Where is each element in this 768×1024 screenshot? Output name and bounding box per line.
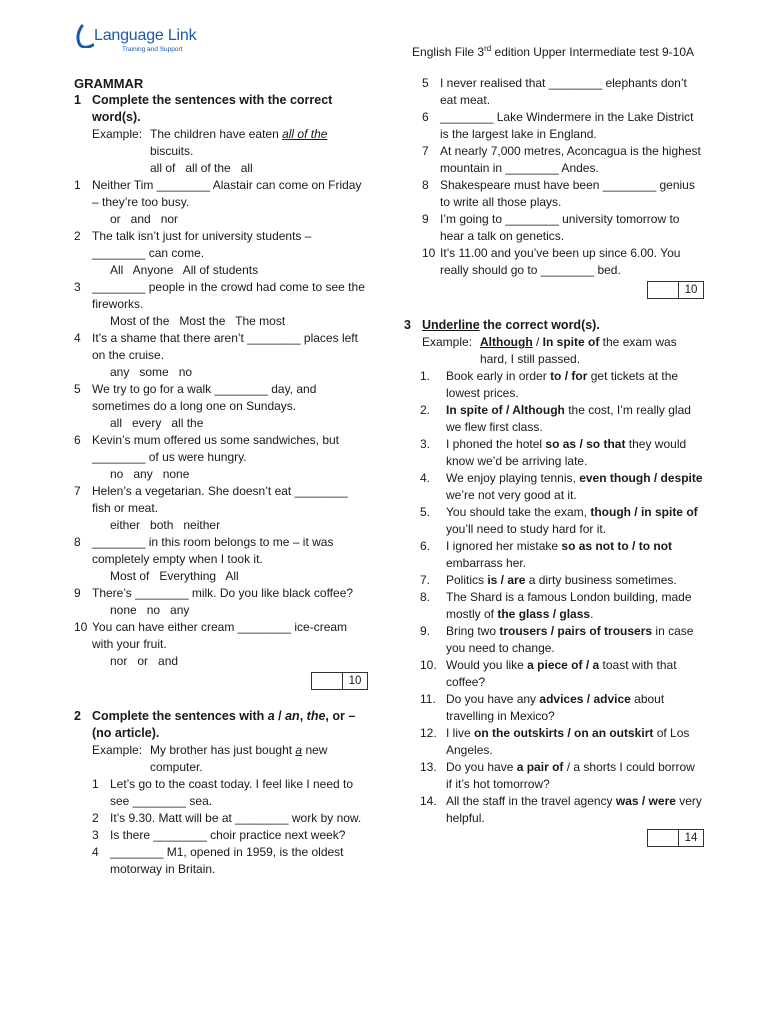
right-column <box>404 75 704 847</box>
question-text: Is there ________ choir practice next week? <box>110 828 346 842</box>
choice-options[interactable]: is / are <box>487 573 526 587</box>
test-title: English File 3rd edition Upper Intermediate test 9-10A <box>412 44 694 59</box>
question-number: 3 <box>74 280 81 294</box>
question-item <box>420 793 704 827</box>
section-1-score-box: 10 <box>74 672 368 690</box>
question-number: 4 <box>74 331 81 345</box>
question-text: I never realised that ________ elephants don’t eat meat. <box>440 76 687 107</box>
question-number: 6. <box>420 539 431 553</box>
question-number: 3. <box>420 437 431 451</box>
answer-options: or and nor <box>110 212 179 226</box>
answer-options: Most of the Most the The most <box>110 314 286 328</box>
left-column <box>74 75 368 878</box>
logo-tagline: Training and Support <box>122 46 183 53</box>
question-item <box>420 436 704 470</box>
question-number: 8. <box>420 590 431 604</box>
question-text: Do you have a pair of / a shorts I could borrow if it’s hot tomorrow? <box>446 760 695 791</box>
answer-options: none no any <box>110 603 190 617</box>
score-input[interactable] <box>648 282 679 298</box>
answer-options: no any none <box>110 467 190 481</box>
question-text: I phoned the hotel so as / so that they would know we’d be arriving late. <box>446 437 687 468</box>
choice-options[interactable]: the glass / glass <box>497 607 591 621</box>
question-text: I’m going to ________ university tomorrow to hear a talk on genetics. <box>440 212 680 243</box>
question-text: Neither Tim ________ Alastair can come on Friday – they’re too busy. <box>92 178 362 209</box>
question-text: We try to go for a walk ________ day, and sometimes do a long one on Sundays. <box>92 382 317 413</box>
question-item <box>74 279 368 313</box>
question-item <box>74 228 368 262</box>
answer-options: Most of Everything All <box>110 569 239 583</box>
answer-options: all every all the <box>110 416 204 430</box>
question-item <box>74 534 368 568</box>
question-number: 5 <box>74 382 81 396</box>
question-number: 4 <box>92 845 99 859</box>
question-item <box>420 657 704 691</box>
question-number: 8 <box>74 535 81 549</box>
question-text: You can have either cream ________ ice-cream with your fruit. <box>92 620 348 651</box>
question-text: Book early in order to / for get tickets at the lowest prices. <box>446 369 679 400</box>
question-text: It’s 9.30. Matt will be at ________ work by now. <box>110 811 362 825</box>
section-2-questions-part-2 <box>404 75 704 279</box>
question-text: At nearly 7,000 metres, Aconcagua is the highest mountain in ________ Andes. <box>440 144 701 175</box>
question-text: Do you have any advices / advice about travelling in Mexico? <box>446 692 665 723</box>
question-text: I ignored her mistake so as not to / to not embarrass her. <box>446 539 673 570</box>
question-item <box>74 619 368 653</box>
question-text: Would you like a piece of / a toast with that coffee? <box>446 658 677 689</box>
question-item <box>420 572 704 589</box>
section-3-score-box: 14 <box>404 829 704 847</box>
choice-options[interactable]: advices / advice <box>539 692 631 706</box>
logo-name: Language Link <box>94 27 197 44</box>
question-text: Shakespeare must have been ________ genius to write all those plays. <box>440 178 695 209</box>
question-number: 4. <box>420 471 431 485</box>
section-1-questions <box>74 177 368 670</box>
choice-options[interactable]: on the outskirts / on an outskirt <box>474 726 654 740</box>
question-item <box>92 827 368 844</box>
choice-options[interactable]: so as not to / to not <box>561 539 673 553</box>
choice-options[interactable]: a piece of / a <box>527 658 600 672</box>
choice-options[interactable]: even though / despite <box>579 471 703 485</box>
section-2-title: 2 Complete the sentences with a / an, the, or – (no article). <box>74 709 356 740</box>
question-item <box>420 725 704 759</box>
question-number: 12. <box>420 726 437 740</box>
question-number: 1 <box>74 178 81 192</box>
question-text: In spite of / Although the cost, I’m really glad we flew first class. <box>446 403 691 434</box>
question-number: 7 <box>74 484 81 498</box>
question-number: 14. <box>420 794 437 808</box>
question-item <box>74 177 368 211</box>
question-number: 9 <box>74 586 81 600</box>
question-number: 1 <box>92 777 99 791</box>
answer-options: any some no <box>110 365 193 379</box>
section-3-example: Example: Although / In spite of the exam was hard, I still passed. <box>422 335 677 366</box>
question-number: 2 <box>92 811 99 825</box>
score-input[interactable] <box>648 830 679 846</box>
question-item <box>422 211 704 245</box>
question-text: Politics is / are a dirty business sometimes. <box>446 573 677 587</box>
question-item <box>74 585 368 602</box>
question-text: The Shard is a famous London building, made mostly of the glass / glass. <box>446 590 692 621</box>
question-number: 6 <box>422 110 429 124</box>
question-item <box>420 623 704 657</box>
choice-options[interactable]: was / were <box>615 794 676 808</box>
section-1-title: 1 Complete the sentences with the correct word(s). <box>74 93 333 124</box>
question-text: I live on the outskirts / on an outskirt of Los Angeles. <box>446 726 690 757</box>
question-number: 2 <box>74 229 81 243</box>
question-item <box>74 381 368 415</box>
question-text: The talk isn’t just for university students – ________ can come. <box>92 229 312 260</box>
answer-options: All Anyone All of students <box>110 263 259 277</box>
answer-options: either both neither <box>110 518 221 532</box>
question-number: 10 <box>422 246 436 260</box>
question-text: Kevin’s mum offered us some sandwiches, but ________ of us were hungry. <box>92 433 340 464</box>
section-2-questions-part-1 <box>74 776 368 878</box>
section-1-example-options: all of all of the all <box>150 161 253 175</box>
section-1-example: Example: The children have eaten all of the biscuits. <box>92 127 328 158</box>
question-item <box>420 470 704 504</box>
section-2-score-box: 10 <box>404 281 704 299</box>
question-item <box>420 368 704 402</box>
question-item <box>74 483 368 517</box>
question-number: 11. <box>420 692 436 706</box>
question-item <box>420 504 704 538</box>
question-item <box>420 402 704 436</box>
question-text: Bring two trousers / pairs of trousers in case you need to change. <box>446 624 694 655</box>
question-text: Let’s go to the coast today. I feel like I need to see ________ sea. <box>110 777 354 808</box>
question-item <box>422 245 704 279</box>
choice-options[interactable]: trousers / pairs of trousers <box>499 624 653 638</box>
choice-options[interactable]: so as / so that <box>545 437 626 451</box>
question-number: 5. <box>420 505 431 519</box>
question-item <box>74 330 368 364</box>
question-item <box>420 691 704 725</box>
question-number: 9 <box>422 212 429 226</box>
question-item <box>92 844 368 878</box>
question-text: We enjoy playing tennis, even though / despite we’re not very good at it. <box>446 471 703 502</box>
question-text: ________ Lake Windermere in the Lake District is the largest lake in England. <box>440 110 694 141</box>
question-item <box>422 177 704 211</box>
question-number: 9. <box>420 624 431 638</box>
question-number: 10. <box>420 658 437 672</box>
question-item <box>92 776 368 810</box>
question-number: 6 <box>74 433 81 447</box>
question-number: 5 <box>422 76 429 90</box>
question-text: It’s a shame that there aren’t ________ places left on the cruise. <box>92 331 358 362</box>
score-input[interactable] <box>312 673 343 689</box>
question-item <box>422 109 704 143</box>
grammar-heading: GRAMMAR <box>74 76 144 91</box>
section-3-questions <box>404 368 704 827</box>
question-text: ________ people in the crowd had come to see the fireworks. <box>92 280 365 311</box>
choice-options[interactable]: though / in spite of <box>590 505 698 519</box>
question-item <box>420 589 704 623</box>
question-text: You should take the exam, though / in spite of you’ll need to study hard for it. <box>446 505 698 536</box>
section-2-example: Example: My brother has just bought a new computer. <box>92 743 328 774</box>
choice-options[interactable]: a pair of <box>516 760 564 774</box>
choice-options[interactable]: to / for <box>550 369 588 383</box>
answer-options: nor or and <box>110 654 179 668</box>
question-number: 13. <box>420 760 437 774</box>
logo-swoosh-icon <box>74 24 94 48</box>
question-number: 10 <box>74 620 88 634</box>
question-text: ________ in this room belongs to me – it was completely empty when I took it. <box>92 535 334 566</box>
question-number: 2. <box>420 403 431 417</box>
question-item <box>422 75 704 109</box>
question-text: There’s ________ milk. Do you like black coffee? <box>92 586 354 600</box>
question-number: 1. <box>420 369 431 383</box>
question-text: ________ M1, opened in 1959, is the oldest motorway in Britain. <box>110 845 344 876</box>
choice-options[interactable]: In spite of / Although <box>446 403 565 417</box>
question-item <box>422 143 704 177</box>
question-number: 7 <box>422 144 429 158</box>
question-number: 8 <box>422 178 429 192</box>
question-item <box>74 432 368 466</box>
question-text: It’s 11.00 and you’ve been up since 6.00. You really should go to ________ bed. <box>440 246 681 277</box>
question-item <box>92 810 368 827</box>
question-number: 7. <box>420 573 431 587</box>
question-item <box>420 538 704 572</box>
section-3-title: 3 Underline the correct word(s). <box>404 318 600 332</box>
question-text: Helen’s a vegetarian. She doesn’t eat ________ fish or meat. <box>92 484 348 515</box>
question-number: 3 <box>92 828 99 842</box>
question-text: All the staff in the travel agency was / were very helpful. <box>446 794 702 825</box>
question-item <box>420 759 704 793</box>
